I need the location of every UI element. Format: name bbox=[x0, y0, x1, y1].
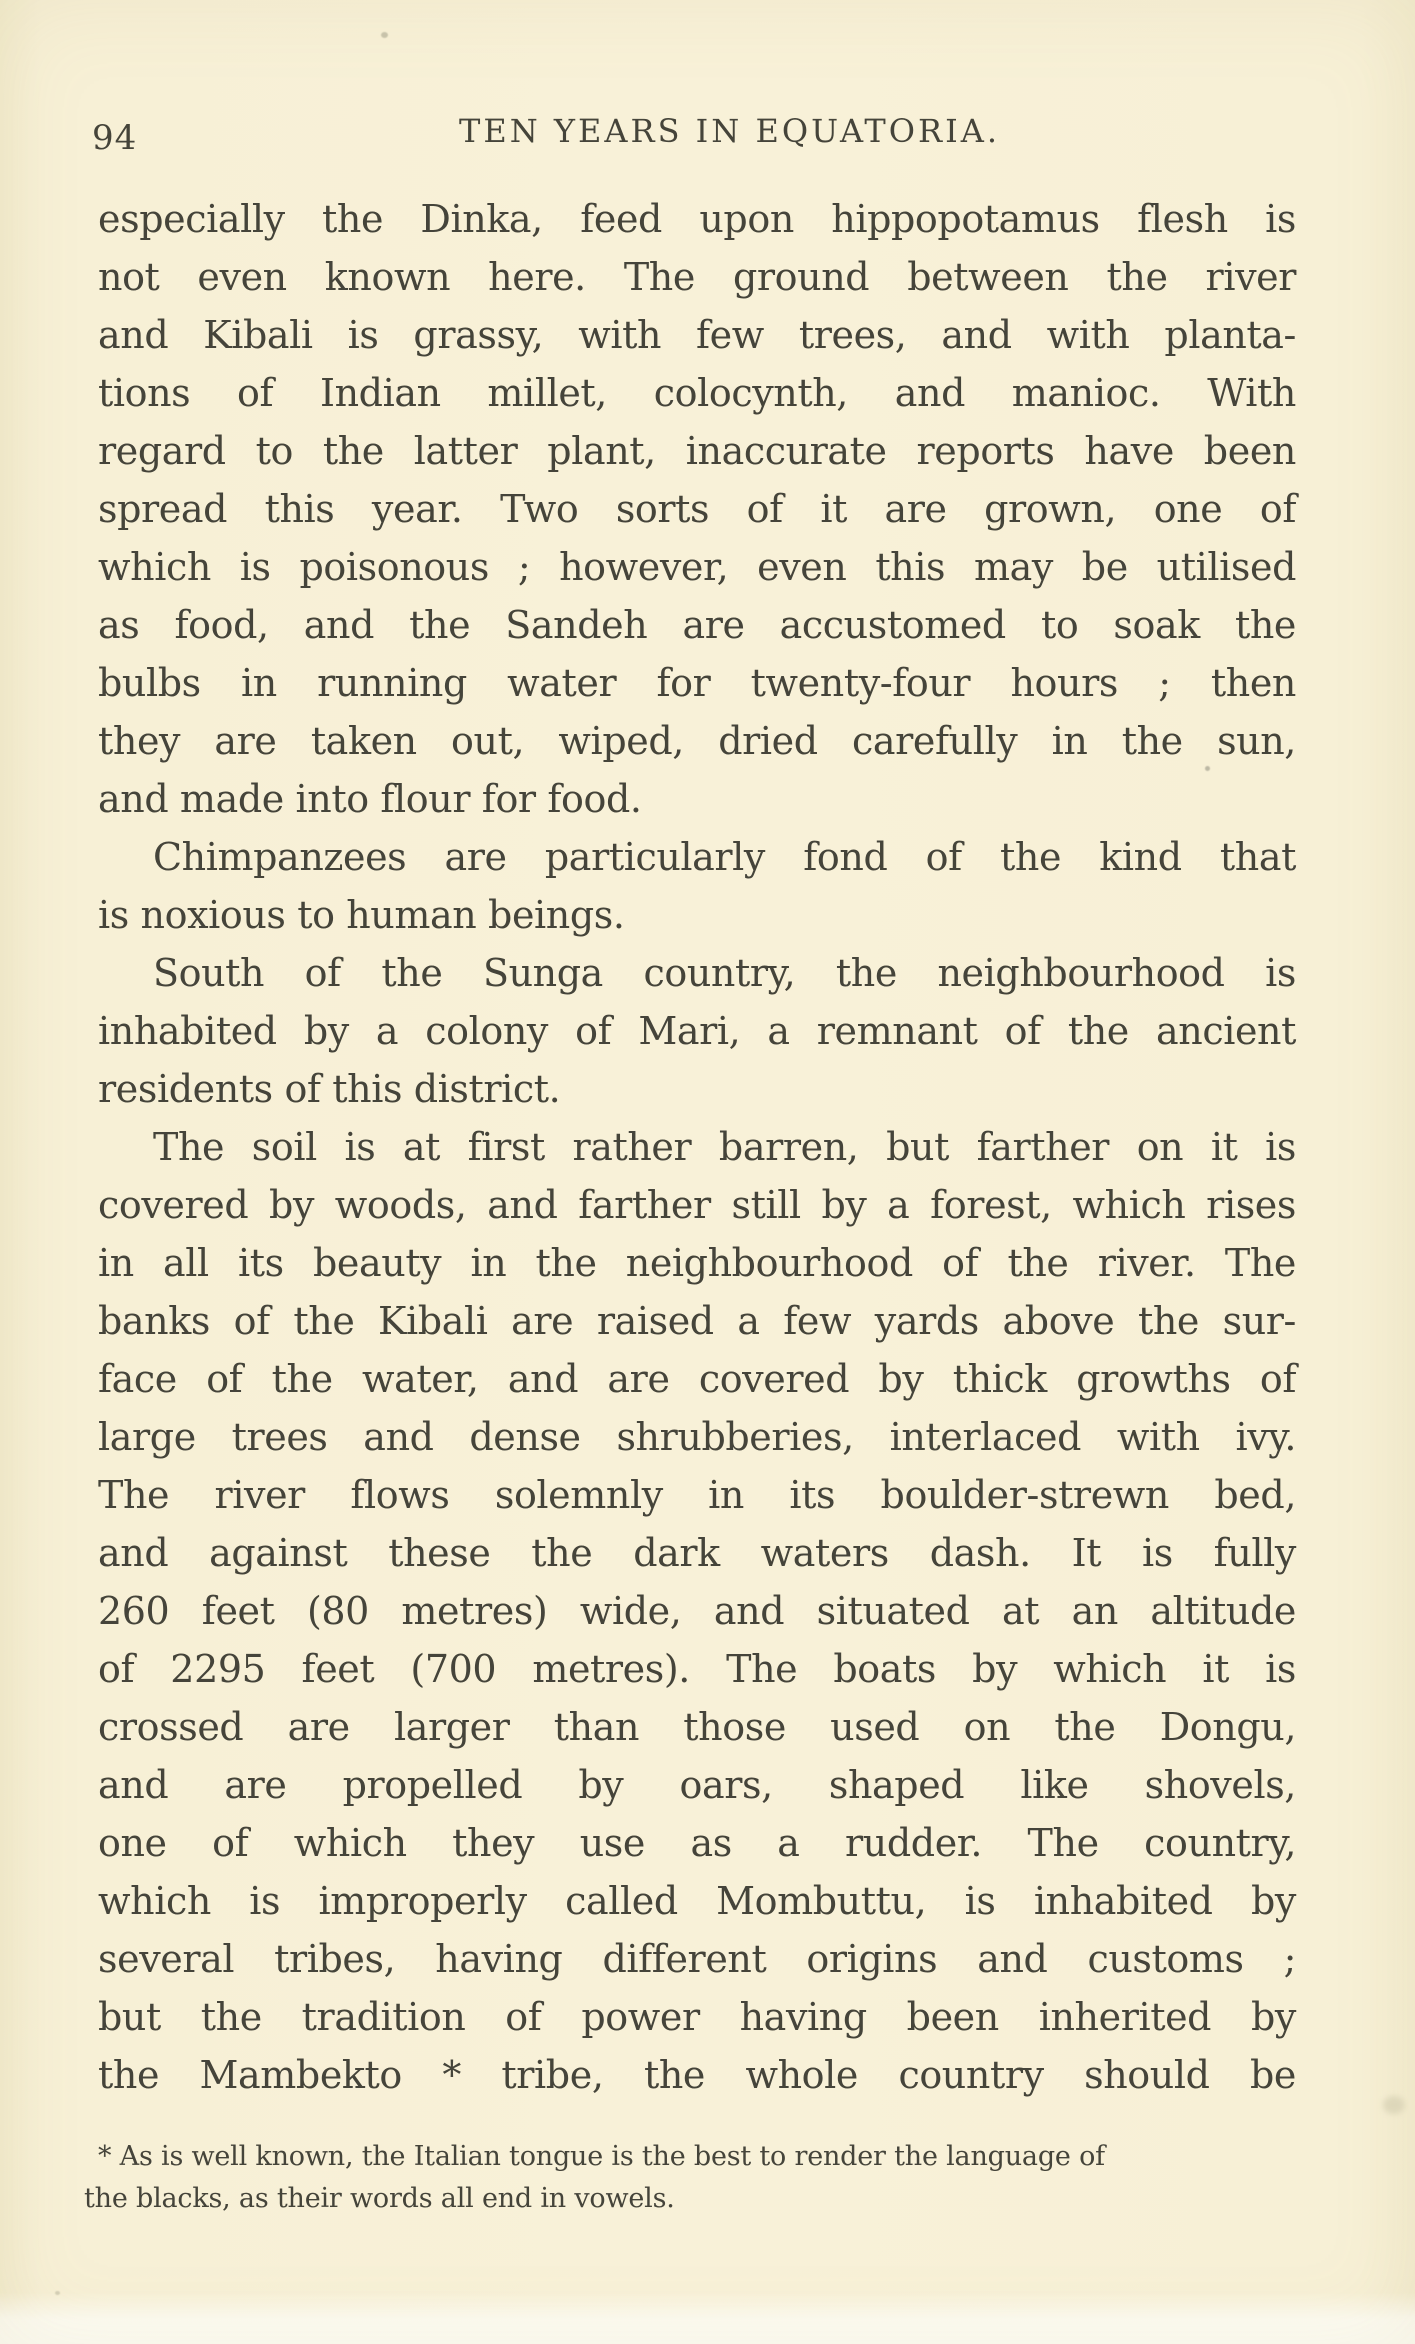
body-line: tions of Indian millet, colocynth, and manioc. With bbox=[98, 371, 1296, 415]
running-title: TEN YEARS IN EQUATORIA. bbox=[459, 112, 1000, 150]
body-line: which is poisonous ; however, even this may be utilised bbox=[98, 545, 1296, 589]
body-line: which is improperly called Mombuttu, is inhabited by bbox=[98, 1879, 1296, 1923]
body-line: in all its beauty in the neighbourhood of the river. The bbox=[98, 1241, 1296, 1285]
body-line: inhabited by a colony of Mari, a remnant of the ancient bbox=[98, 1009, 1296, 1053]
body-line: 260 feet (80 metres) wide, and situated at an altitude bbox=[98, 1589, 1296, 1633]
footnote-line: the blacks, as their words all end in vowels. bbox=[84, 2183, 675, 2214]
footnote-line: * As is well known, the Italian tongue is the best to render the language of bbox=[98, 2141, 1105, 2172]
body-line: as food, and the Sandeh are accustomed to soak the bbox=[98, 603, 1296, 647]
body-line: and Kibali is grassy, with few trees, and with planta- bbox=[98, 313, 1296, 357]
body-line: of 2295 feet (700 metres). The boats by which it is bbox=[98, 1647, 1296, 1691]
paper-speck bbox=[381, 32, 388, 38]
body-text bbox=[98, 190, 1296, 2104]
body-line: Chimpanzees are particularly fond of the kind that bbox=[153, 835, 1296, 879]
paper-smudge bbox=[1383, 2096, 1405, 2114]
body-line: one of which they use as a rudder. The country, bbox=[98, 1821, 1296, 1865]
body-line: several tribes, having different origins and customs ; bbox=[98, 1937, 1296, 1981]
body-line: bulbs in running water for twenty-four hours ; then bbox=[98, 661, 1296, 705]
body-line: banks of the Kibali are raised a few yards above the sur- bbox=[98, 1299, 1296, 1343]
page-number: 94 bbox=[92, 118, 138, 158]
body-line: especially the Dinka, feed upon hippopotamus flesh is bbox=[98, 197, 1296, 241]
body-line: regard to the latter plant, inaccurate reports have been bbox=[98, 429, 1296, 473]
body-line: they are taken out, wiped, dried carefully in the sun, bbox=[98, 719, 1296, 763]
body-line: The river flows solemnly in its boulder-strewn bed, bbox=[98, 1473, 1296, 1517]
body-line: face of the water, and are covered by thick growths of bbox=[98, 1357, 1296, 1401]
body-line: South of the Sunga country, the neighbourhood is bbox=[153, 951, 1296, 995]
body-line: and against these the dark waters dash. It is fully bbox=[98, 1531, 1296, 1575]
body-line: the Mambekto * tribe, the whole country should be bbox=[98, 2053, 1296, 2097]
body-line: is noxious to human beings. bbox=[98, 893, 625, 937]
body-line: crossed are larger than those used on the Dongu, bbox=[98, 1705, 1296, 1749]
body-line: and made into flour for food. bbox=[98, 777, 642, 821]
body-line: The soil is at first rather barren, but farther on it is bbox=[153, 1125, 1296, 1169]
body-line: residents of this district. bbox=[98, 1067, 561, 1111]
body-line: covered by woods, and farther still by a forest, which rises bbox=[98, 1183, 1296, 1227]
footnote bbox=[84, 2136, 1284, 2220]
body-line: spread this year. Two sorts of it are grown, one of bbox=[98, 487, 1296, 531]
body-line: but the tradition of power having been inherited by bbox=[98, 1995, 1296, 2039]
body-line: and are propelled by oars, shaped like shovels, bbox=[98, 1763, 1296, 1807]
paper-speck bbox=[55, 2291, 60, 2295]
body-line: not even known here. The ground between the river bbox=[98, 255, 1296, 299]
body-line: large trees and dense shrubberies, interlaced with ivy. bbox=[98, 1415, 1296, 1459]
page-header bbox=[0, 112, 1415, 162]
